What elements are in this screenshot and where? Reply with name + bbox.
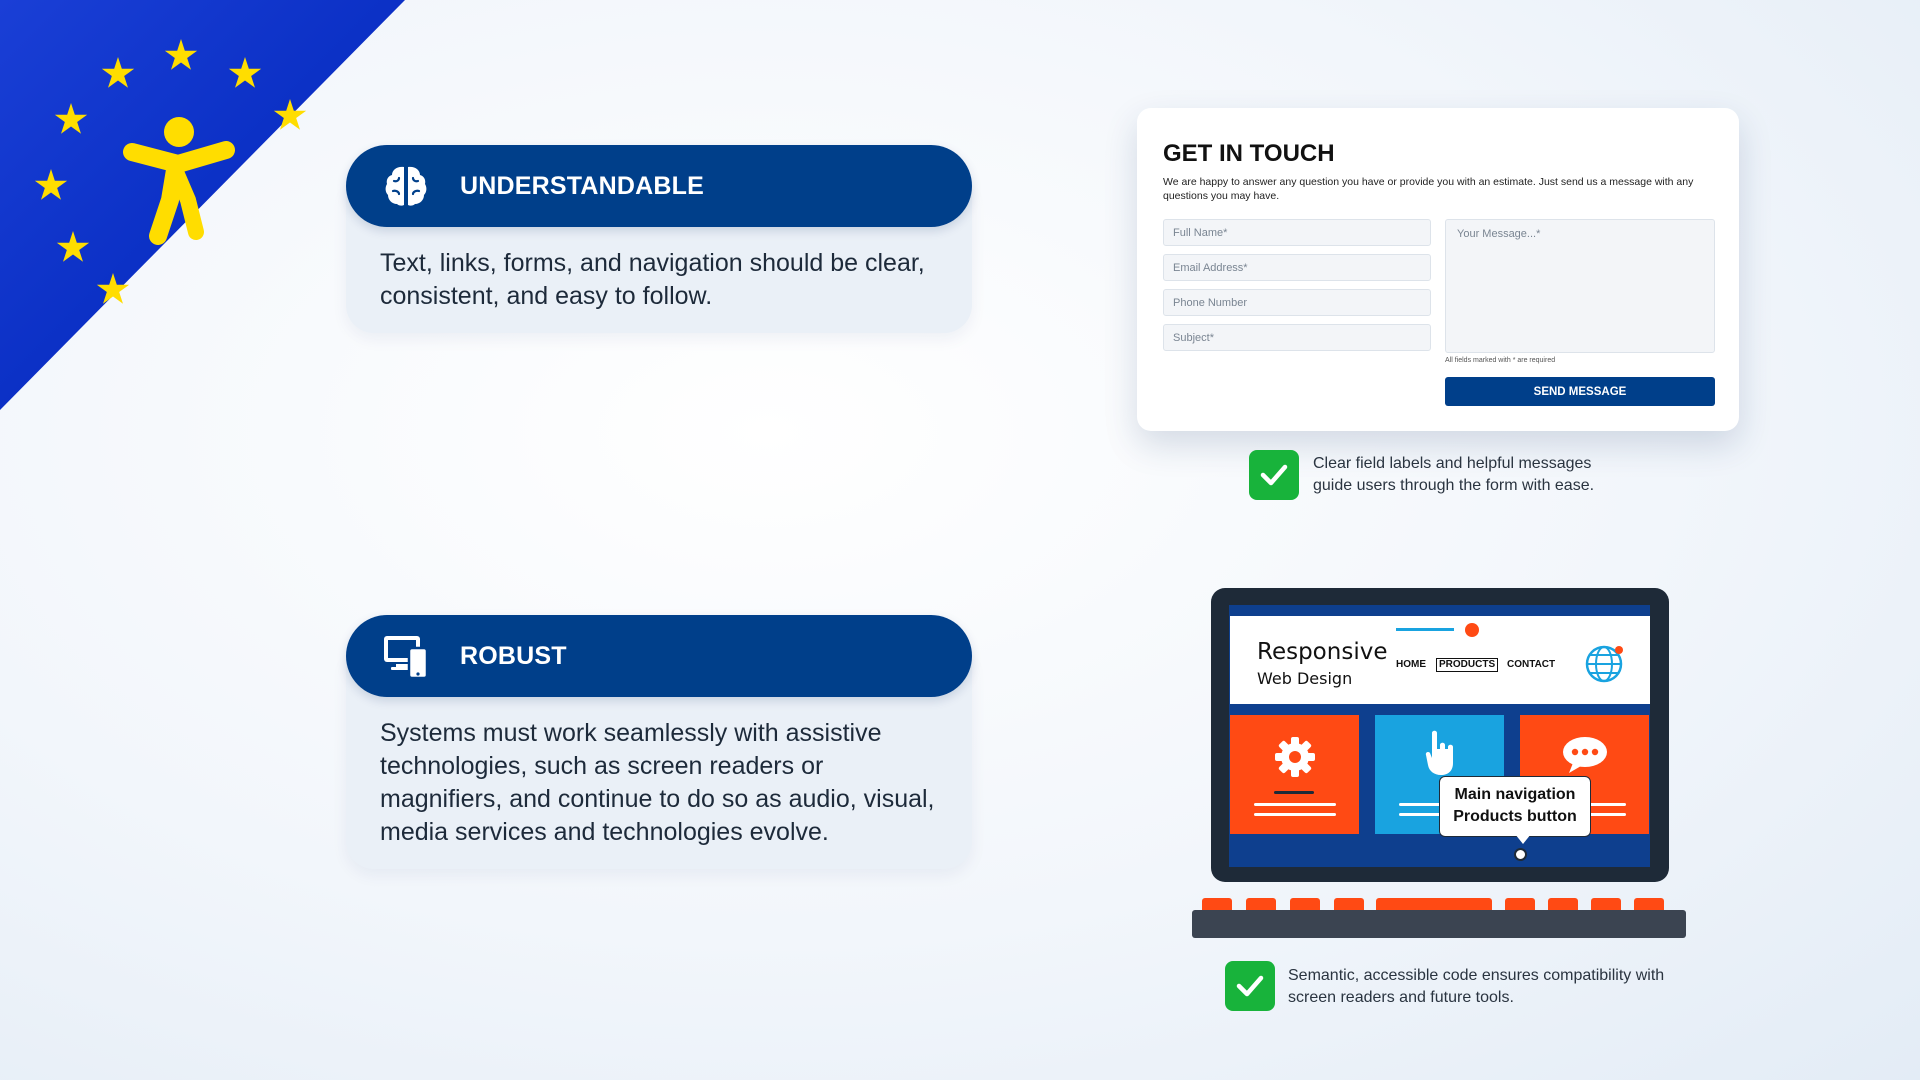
site-logo-subtitle: Web Design [1257, 669, 1353, 688]
subject-field[interactable]: Subject* [1163, 324, 1431, 351]
message-field[interactable]: Your Message...* [1445, 219, 1715, 353]
nav-underline [1396, 628, 1454, 631]
tooltip-line: Products button [1453, 808, 1577, 825]
required-fields-note: All fields marked with * are required [1445, 357, 1556, 364]
contact-form-panel [1137, 108, 1739, 431]
email-field[interactable]: Email Address* [1163, 254, 1431, 281]
form-title: GET IN TOUCH [1163, 140, 1335, 167]
nav-home[interactable]: HOME [1396, 659, 1426, 670]
principle-card-header [346, 145, 972, 227]
form-caption: Clear field labels and helpful messages guide users through the form with ease. [1313, 455, 1595, 494]
site-header [1230, 616, 1650, 704]
send-message-button[interactable]: SEND MESSAGE [1445, 377, 1715, 406]
brain-icon [380, 160, 432, 212]
principle-title: ROBUST [460, 641, 567, 670]
nav-contact[interactable]: CONTACT [1507, 659, 1556, 670]
tooltip-anchor-dot [1514, 848, 1527, 861]
principle-card-understandable [346, 145, 972, 333]
site-logo-title: Responsive [1257, 639, 1388, 665]
form-description: We are happy to answer any question you have or provide you with an estimate. Just send us a message with any questions you may have. [1163, 176, 1694, 202]
devices-icon [380, 630, 432, 682]
globe-icon [1585, 643, 1625, 688]
principle-description: Systems must work seamlessly with assistive technologies, such as screen readers or magnifiers, and continue to do so as audio, visual, media services and technologies evolve. [346, 657, 972, 869]
phone-field[interactable]: Phone Number [1163, 289, 1431, 316]
check-icon [1225, 961, 1275, 1011]
principle-card-robust [346, 615, 972, 869]
nav-indicator-dot [1465, 623, 1479, 637]
nav-products[interactable]: PRODUCTS [1436, 658, 1498, 672]
pointer-hand-icon [1420, 729, 1460, 782]
gear-tile [1230, 715, 1359, 834]
tooltip-pointer [1515, 834, 1531, 844]
laptop-keyboard-base [1192, 910, 1686, 938]
chat-bubble-icon [1561, 735, 1609, 780]
navigation-tooltip [1439, 776, 1591, 837]
check-icon [1249, 450, 1299, 500]
tooltip-line: Main navigation [1454, 786, 1576, 803]
principle-title: UNDERSTANDABLE [460, 171, 704, 200]
full-name-field[interactable]: Full Name* [1163, 219, 1431, 246]
laptop-caption: Semantic, accessible code ensures compatibility with screen readers and future tools. [1288, 967, 1665, 1006]
principle-card-header [346, 615, 972, 697]
gear-icon [1273, 735, 1317, 784]
principle-description: Text, links, forms, and navigation should be clear, consistent, and easy to follow. [346, 187, 972, 333]
